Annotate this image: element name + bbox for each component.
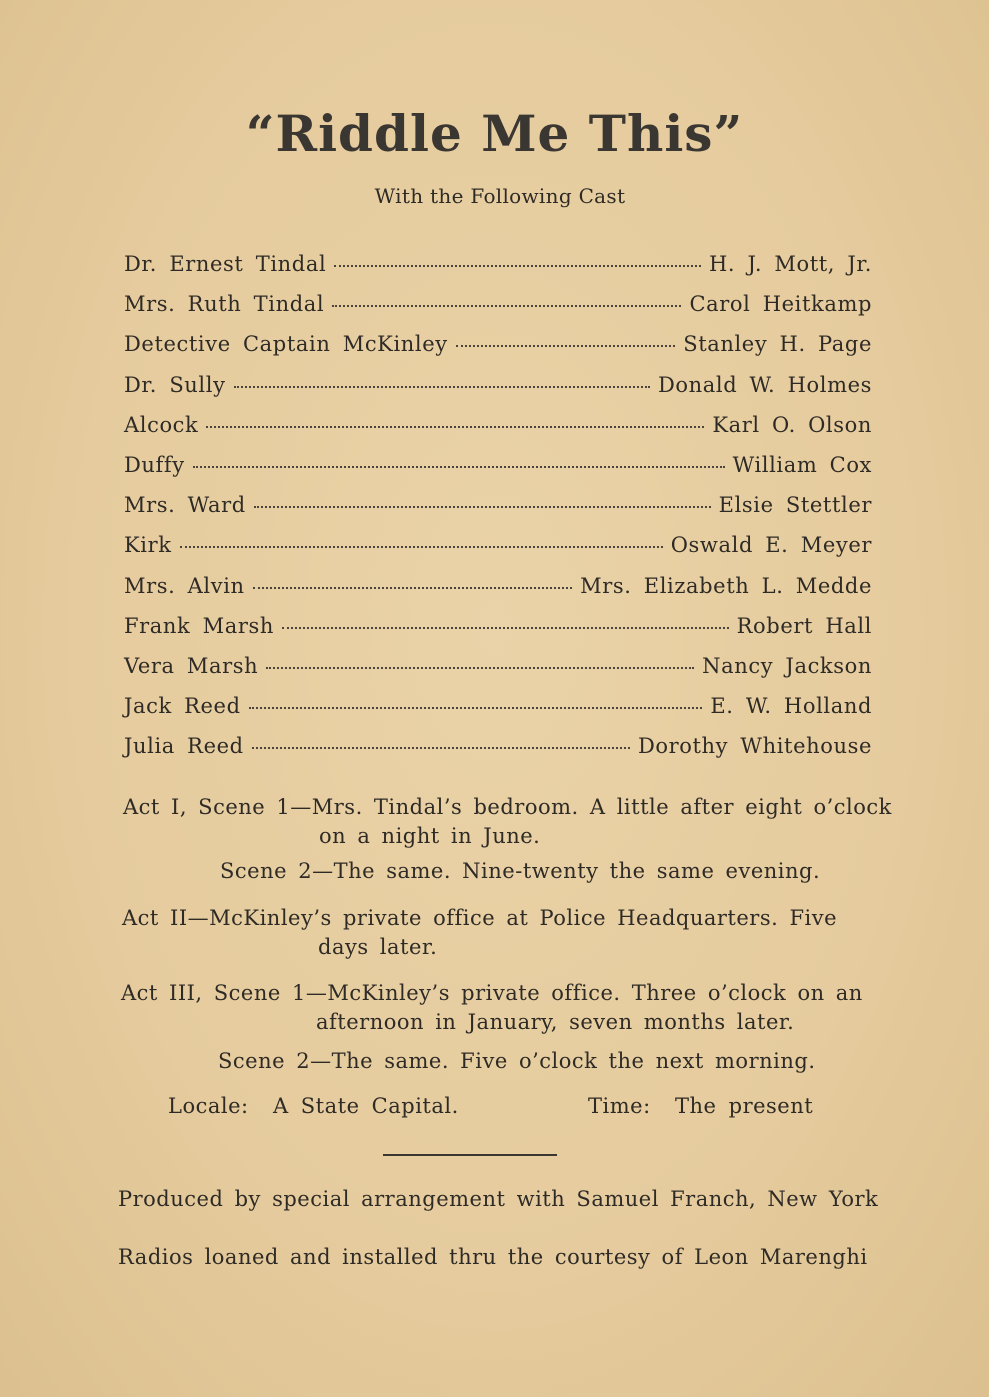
cast-actor: Stanley H. Page xyxy=(683,332,872,357)
cast-role: Mrs. Alvin xyxy=(124,573,245,598)
cast-role: Detective Captain McKinley xyxy=(124,332,448,357)
cast-actor: Elsie Stettler xyxy=(718,493,872,518)
dot-leader xyxy=(282,627,729,629)
cast-row xyxy=(124,373,872,413)
cast-actor: Oswald E. Meyer xyxy=(670,533,872,558)
act2 xyxy=(122,904,837,962)
dot-leader xyxy=(180,546,663,548)
cast-actor: Donald W. Holmes xyxy=(657,372,872,397)
act3-scene1-line2: afternoon in January, seven months later. xyxy=(316,1010,795,1034)
cast-role: Dr. Ernest Tindal xyxy=(124,252,327,276)
radios-credit: Radios loaned and installed thru the courtesy of Leon Marenghi xyxy=(118,1245,868,1269)
produced-credit: Produced by special arrangement with Samuel Franch, New York xyxy=(118,1187,879,1211)
cast-role: Mrs. Ruth Tindal xyxy=(124,292,325,317)
cast-actor: H. J. Mott, Jr. xyxy=(708,252,872,276)
cast-subtitle: With the Following Cast xyxy=(374,184,626,208)
play-title: “Riddle Me This” xyxy=(245,104,744,163)
cast-row xyxy=(124,574,872,614)
act1-scene1-line2: on a night in June. xyxy=(319,824,541,848)
cast-row xyxy=(124,292,872,332)
cast-row xyxy=(124,614,872,654)
act2-line2: days later. xyxy=(318,935,438,959)
act2-line1: Act II—McKinley’s private office at Police Headquarters. Five xyxy=(122,906,838,930)
cast-row xyxy=(124,252,872,292)
cast-row xyxy=(124,453,872,493)
cast-row xyxy=(124,413,872,453)
cast-row xyxy=(124,734,872,774)
cast-actor: Mrs. Elizabeth L. Medde xyxy=(580,573,872,598)
dot-leader xyxy=(254,506,711,508)
cast-role: Alcock xyxy=(124,412,199,437)
cast-role: Dr. Sully xyxy=(124,372,226,397)
cast-list xyxy=(124,252,872,774)
act1-scene1 xyxy=(123,793,892,851)
act3-scene1-line1: Act III, Scene 1—McKinley’s private office. Three o’clock on an xyxy=(121,981,863,1005)
dot-leader xyxy=(249,707,703,709)
cast-role: Julia Reed xyxy=(124,734,244,759)
cast-row xyxy=(124,654,872,694)
cast-actor: Robert Hall xyxy=(736,613,872,638)
act3-scene2: Scene 2—The same. Five o’clock the next morning. xyxy=(218,1049,816,1073)
dot-leader xyxy=(253,587,572,589)
act1-scene2: Scene 2—The same. Nine-twenty the same evening. xyxy=(220,859,821,883)
cast-actor: Dorothy Whitehouse xyxy=(637,734,872,759)
time: Time: The present xyxy=(588,1094,814,1118)
dot-leader xyxy=(456,345,675,347)
cast-actor: E. W. Holland xyxy=(710,694,872,719)
cast-role: Jack Reed xyxy=(124,694,241,719)
cast-role: Duffy xyxy=(124,452,185,477)
cast-row xyxy=(124,533,872,573)
dot-leader xyxy=(334,265,701,267)
cast-role: Frank Marsh xyxy=(124,613,275,638)
dot-leader xyxy=(193,466,725,468)
dot-leader xyxy=(206,426,704,428)
cast-row xyxy=(124,493,872,533)
cast-row xyxy=(124,694,872,734)
dot-leader xyxy=(332,305,681,307)
divider-rule xyxy=(383,1154,557,1156)
cast-role: Vera Marsh xyxy=(124,653,259,678)
cast-row xyxy=(124,332,872,372)
locale: Locale: A State Capital. xyxy=(168,1094,459,1118)
dot-leader xyxy=(266,667,694,669)
cast-actor: Nancy Jackson xyxy=(702,653,872,678)
cast-role: Mrs. Ward xyxy=(124,493,246,518)
cast-actor: William Cox xyxy=(732,452,872,477)
act3-scene1 xyxy=(121,979,863,1037)
dot-leader xyxy=(234,386,650,388)
dot-leader xyxy=(252,747,630,749)
cast-role: Kirk xyxy=(124,533,172,558)
cast-actor: Karl O. Olson xyxy=(712,412,872,437)
act1-scene1-line1: Act I, Scene 1—Mrs. Tindal’s bedroom. A little after eight o’clock xyxy=(123,795,892,819)
cast-actor: Carol Heitkamp xyxy=(689,292,872,317)
